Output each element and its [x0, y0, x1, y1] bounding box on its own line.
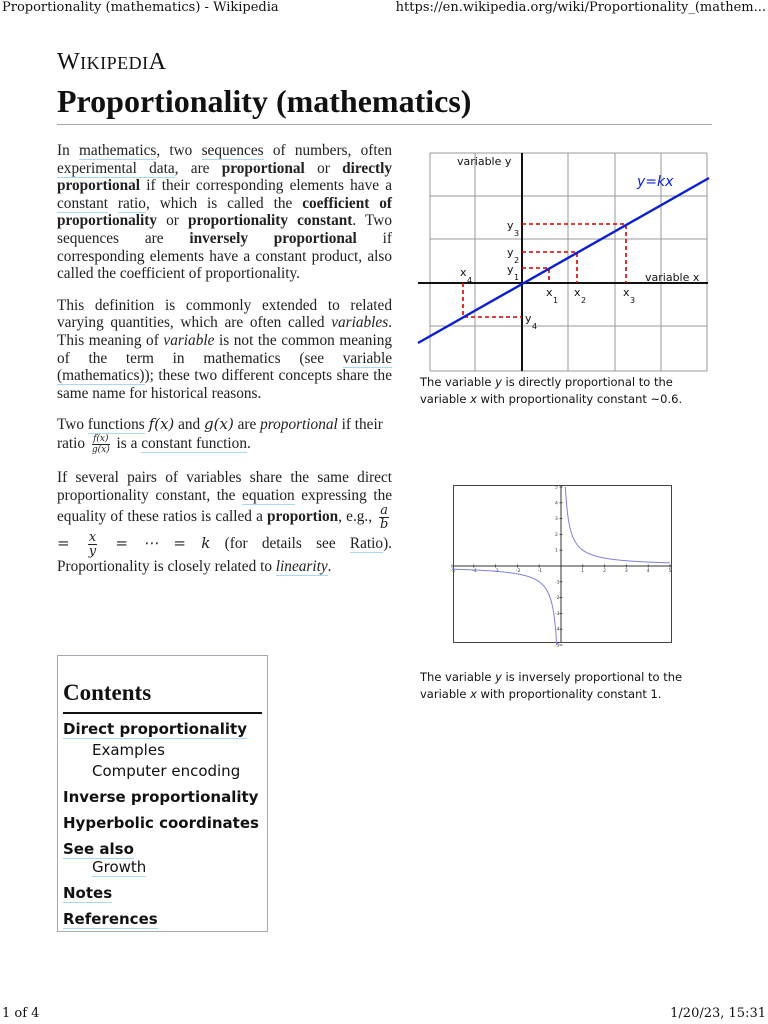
line-label: y=kx — [637, 174, 674, 190]
x-tick-label: 1 — [581, 569, 585, 574]
y-tick-label: 5 — [555, 485, 558, 491]
print-page-title: Proportionality (mathematics) - Wikipedia — [2, 0, 279, 15]
intro-paragraph-4: If several pairs of variables share the same direct proportionality constant, the equation expressing the equality of these ratios is called a proportion, e.g., $\frac{a}{b}$ = $\frac{x}{y}$ = ⋯ = k (for details see Ratio). Proportionality is closely related to linearity. — [57, 468, 393, 576]
y-tick-label: -1 — [555, 580, 560, 586]
inverse-proportion-chart[interactable] — [450, 485, 672, 649]
y-tick-label: -3 — [555, 611, 560, 617]
x-tick-label: 5 — [668, 569, 672, 574]
print-url: https://en.wikipedia.org/wiki/Proportionality_(mathem... — [395, 0, 766, 15]
label-x2: x — [574, 286, 581, 299]
link-sequences[interactable]: sequences — [201, 142, 264, 159]
figure1-caption: The variable y is directly proportional to the variable x with proportionality constant ~0.6. — [420, 375, 683, 406]
link-mathematics[interactable]: mathematics — [79, 142, 157, 159]
x-tick-label: 2 — [603, 569, 606, 574]
label-x2-sub: 2 — [581, 296, 587, 305]
y-tick-label: 3 — [555, 517, 558, 523]
label-y1-sub: 1 — [514, 273, 520, 282]
table-of-contents — [57, 655, 268, 932]
label-y4: y — [525, 312, 532, 325]
toc-item-direct-proportionality[interactable]: Direct proportionality — [63, 720, 247, 738]
toc-title: Contents — [63, 680, 262, 714]
toc-item-inverse-proportionality[interactable]: Inverse proportionality — [63, 788, 259, 806]
ratio-fraction: $\frac{f(x)}{g(x)}$ — [91, 433, 110, 455]
y-tick-label: -2 — [555, 596, 560, 602]
label-x3: x — [623, 286, 630, 299]
label-x1-sub: 1 — [553, 296, 559, 305]
link-variable-mathematics[interactable]: variable (mathematics) — [57, 349, 392, 385]
fraction-x-y: $\frac{x}{y}$ — [88, 530, 97, 560]
toc-item-references[interactable]: References — [63, 910, 158, 928]
x-tick-label: -2 — [515, 569, 521, 574]
figure2-caption: The variable y is inversely proportional to the variable x with proportionality constant 1. — [420, 670, 683, 701]
link-experimental-data[interactable]: experimental data — [57, 159, 175, 177]
link-constant[interactable]: constant — [57, 194, 108, 212]
toc-item-hyperbolic-coordinates[interactable]: Hyperbolic coordinates — [63, 814, 259, 832]
link-equation[interactable]: equation — [242, 486, 295, 504]
print-datetime: 1/20/23, 15:31 — [670, 1006, 766, 1021]
x-tick-label: 4 — [646, 569, 650, 574]
link-linearity[interactable]: linearity — [275, 558, 328, 576]
label-y3: y — [507, 219, 514, 232]
label-x3-sub: 3 — [630, 296, 636, 305]
page-title: Proportionality (mathematics) — [57, 83, 712, 125]
intro-paragraph-3: Two functions f(x) and g(x) are proportional if their ratio $\frac{f(x)}{g(x)}$ is a constant function. — [57, 415, 383, 455]
x-tick-label: 3 — [624, 569, 628, 574]
toc-item-growth[interactable]: Growth — [92, 858, 147, 876]
toc-item-see-also[interactable]: See also — [63, 840, 134, 858]
print-header — [0, 0, 768, 18]
x-tick-label: -3 — [494, 569, 499, 574]
x-tick-label: -4 — [472, 569, 477, 574]
y-tick-label: 2 — [555, 532, 558, 538]
y-tick-label: 1 — [555, 548, 558, 554]
toc-item-examples[interactable]: Examples — [92, 741, 165, 759]
direct-proportion-chart[interactable] — [418, 151, 710, 373]
link-ratio[interactable]: ratio — [117, 194, 146, 212]
toc-item-notes[interactable]: Notes — [63, 884, 113, 902]
y-axis-label: variable y — [457, 155, 512, 168]
label-y2-sub: 2 — [514, 256, 520, 265]
y-tick-label: -5 — [555, 643, 560, 649]
print-footer — [0, 1006, 768, 1024]
link-ratio-details[interactable]: Ratio — [349, 535, 384, 553]
x-axis-label: variable x — [645, 271, 700, 284]
label-y1: y — [507, 263, 514, 276]
label-x4-sub: 4 — [467, 276, 473, 285]
label-x4: x — [460, 266, 467, 279]
x-tick-label: -5 — [450, 569, 455, 574]
label-y3-sub: 3 — [514, 229, 520, 238]
wikipedia-wordmark[interactable]: WIKIPEDIA — [57, 49, 167, 75]
link-functions[interactable]: functions — [87, 416, 145, 434]
intro-paragraph-2: This definition is commonly extended to related varying quantities, which are often called variables. This meaning of variable is not the common meaning of the term in mathematics (see variable (mathematics)); these two different concepts share the same name for historical reasons. — [57, 296, 393, 402]
label-y4-sub: 4 — [532, 322, 538, 331]
label-y2: y — [507, 246, 514, 259]
article-body — [57, 142, 392, 576]
x-tick-label: -1 — [537, 569, 543, 574]
y-tick-label: 4 — [555, 501, 558, 507]
fraction-a-b: $\frac{a}{b}$ — [379, 503, 389, 533]
toc-item-computer-encoding[interactable]: Computer encoding — [92, 762, 241, 780]
label-x1: x — [546, 286, 553, 299]
print-page-number: 1 of 4 — [2, 1006, 40, 1021]
link-constant-function[interactable]: constant function — [141, 434, 247, 452]
intro-paragraph-1: In mathematics, two sequences of numbers, often experimental data, are proportional or directly proportional if their corresponding elements have a constant ratio, which is called the coefficient of proportionality or proportionality constant. Two sequences are inversely proportional if corresponding elements have a constant product, also called the coefficient of proportionality. — [57, 142, 393, 283]
y-tick-label: -4 — [555, 627, 560, 633]
line-y-kx — [418, 178, 709, 343]
